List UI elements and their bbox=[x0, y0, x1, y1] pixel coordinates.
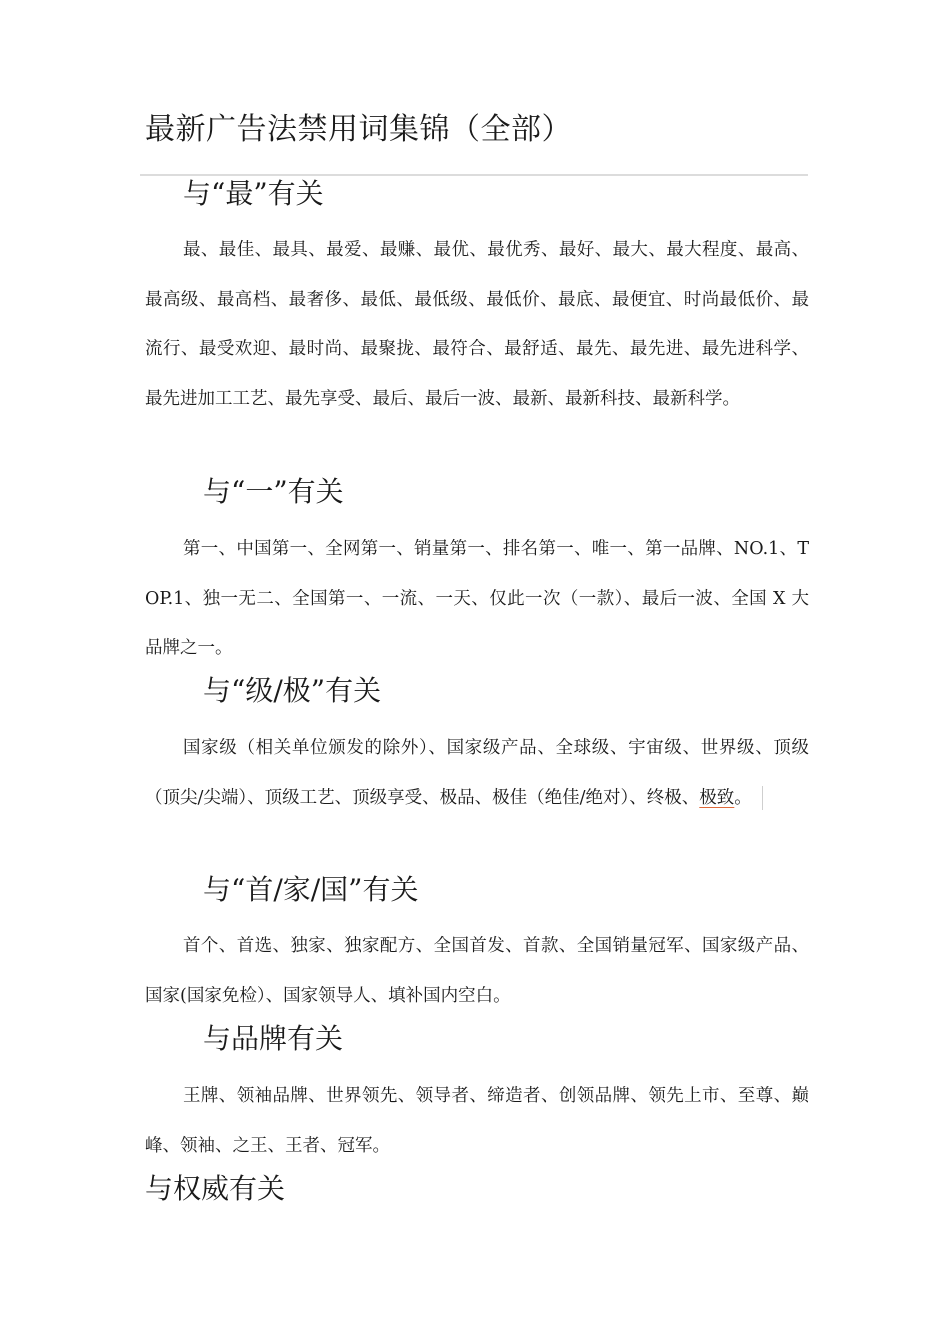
paragraph-text-end: 。 bbox=[734, 787, 752, 808]
text-cursor-marker bbox=[752, 786, 763, 810]
paragraph-text: 国家级（相关单位颁发的除外）、国家级产品、全球级、宇宙级、世界级、顶级（顶尖/尖端）、顶级工艺、顶级享受、极品、极佳（绝佳/绝对）、终极、 bbox=[145, 738, 809, 808]
section-heading: 与权威有关 bbox=[145, 1172, 286, 1205]
section-paragraph: 王牌、领袖品牌、世界领先、领导者、缔造者、创领品牌、领先上市、至尊、巅峰、领袖、之王、王者、冠军。 bbox=[145, 1086, 809, 1156]
document-title: 最新广告法禁用词集锦（全部） bbox=[145, 112, 572, 147]
section-paragraph: 第一、中国第一、全网第一、销量第一、排名第一、唯一、第一品牌、NO.1、TOP.1、独一无二、全国第一、一流、一天、仅此一次（一款）、最后一波、全国 X 大品牌之一。 bbox=[145, 539, 809, 659]
section-heading: 与品牌有关 bbox=[203, 1022, 344, 1055]
section-heading: 与“级/极”有关 bbox=[203, 674, 382, 707]
section-paragraph: 最、最佳、最具、最爱、最赚、最优、最优秀、最好、最大、最大程度、最高、最高级、最高档、最奢侈、最低、最低级、最低价、最底、最便宜、时尚最低价、最流行、最受欢迎、最时尚、最聚拢、最符合、最舒适、最先、最先进、最先进科学、最先进加工工艺、最先享受、最后、最后一波、最新、最新科技、最新科学。 bbox=[145, 240, 809, 409]
section-paragraph bbox=[145, 724, 809, 823]
section-paragraph: 首个、首选、独家、独家配方、全国首发、首款、全国销量冠军、国家级产品、国家(国家免检）、国家领导人、填补国内空白。 bbox=[145, 936, 809, 1006]
section-heading: 与“首/家/国”有关 bbox=[203, 873, 419, 906]
section-heading: 与“一”有关 bbox=[203, 475, 344, 508]
section-heading: 与“最”有关 bbox=[183, 177, 324, 210]
spellcheck-flagged-word[interactable]: 极致 bbox=[699, 787, 735, 808]
